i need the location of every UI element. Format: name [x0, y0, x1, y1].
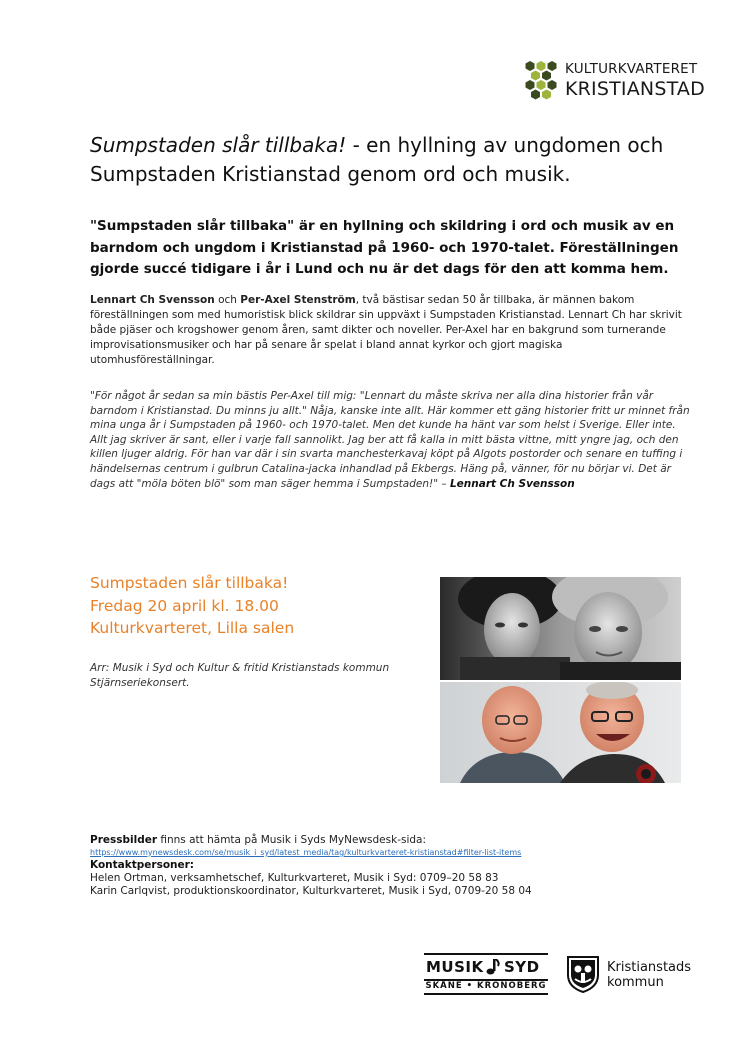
arrangers-note	[90, 661, 430, 690]
contact-2: Karin Carlqvist, produktionskoordinator, Kulturkvarteret, Musik i Syd, 0709-20 58 04	[90, 885, 532, 897]
body-rest: , två bästisar sedan 50 år tillbaka, är männen bakom föreställningen som med humoristisk blick skildrar sin uppväxt i Sumpstaden Kristianstad. Lennart Ch har skrivit både pjäser och krogshower genom åren, samt dikter och noveller. Per-Axel har en bakgrund som turnerande improvisationsmusiker och har på senare år spelat i bland annat kyrkor och gjort magiska utomhusföreställningar.	[90, 294, 682, 366]
press-text: finns att hämta på Musik i Syds MyNewsdesk-sida:	[157, 834, 427, 846]
arrangers-line1: Arr: Musik i Syd och Kultur & fritid Kristianstads kommun	[90, 662, 390, 674]
press-line	[90, 834, 710, 847]
title-italic: Sumpstaden slår tillbaka!	[90, 133, 347, 157]
logo-text-line2: KRISTIANSTAD	[565, 78, 705, 100]
arrangers-line2: Stjärnseriekonsert.	[90, 676, 190, 689]
contact-1: Helen Ortman, verksamhetschef, Kulturkvarteret, Musik i Syd: 0709–20 58 83	[90, 872, 499, 884]
kommun-text-line1: Kristianstads	[607, 960, 692, 975]
musik-i-syd-subtitle: SKÅNE • KRONOBERG	[424, 981, 548, 995]
syd-word: SYD	[504, 958, 540, 976]
logo-text-line1: KULTURKVARTERET	[565, 61, 698, 77]
press-label: Pressbilder	[90, 834, 158, 846]
hexagon-cluster-icon	[524, 60, 560, 100]
musik-i-syd-logo	[424, 953, 548, 997]
press-section	[90, 834, 710, 898]
kristianstads-kommun-logo	[566, 955, 706, 995]
quote-author: Lennart Ch Svensson	[449, 477, 575, 490]
photo-young-portrait	[440, 577, 681, 680]
musik-word: MUSIK	[426, 958, 484, 976]
musik-i-syd-wordmark	[424, 953, 548, 981]
event-title: Sumpstaden slår tillbaka!	[90, 574, 289, 592]
lead-paragraph: "Sumpstaden slår tillbaka" är en hyllning och skildring i ord och musik av en barndom och ungdom i Kristianstad på 1960- och 1970-talet. Föreställningen gjorde succé tidigare i år i Lund och nu är det dags för den att komma hem.	[90, 218, 679, 277]
person-name-2: Per-Axel Stenström	[240, 294, 356, 306]
body-paragraph	[90, 293, 690, 368]
event-date: Fredag 20 april kl. 18.00	[90, 596, 279, 615]
press-link[interactable]: https://www.mynewsdesk.com/se/musik_i_syd/latest_media/tag/kulturkvarteret-kristianstad#filter-list-items	[90, 848, 522, 857]
quote-paragraph	[90, 389, 690, 491]
coat-of-arms-icon	[566, 955, 600, 993]
quote-text: "För något år sedan sa min bästis Per-Axel till mig: "Lennart du måste skriva ner alla dina historier från vår barndom i Kristianstad. Du minns ju allt." Nåja, kanske inte allt. Här kommer ett gäng historier fritt ur minnet från mina unga år i Sumpstaden på 1960- och 1970-talet. Men det kunde ha hänt var som helst i Sverige. Eller inte. Allt jag skriver är sant, eller i varje fall sannolikt. Jag ber att få kalla in mitt bästa vittne, mitt yngre jag, och den killen ljuger aldrig. För han var där i sin svarta manchesterkavaj köpt på Algots postorder och senare en tuffing i händelsernas centrum i gulbrun Catalina-jacka inhandlad på Ekbergs. Häng på, vänner, för nu börjar vi. Det är dags att "möla böten blö" som man säger hemma i Sumpstaden!" –	[90, 390, 690, 490]
page-title	[90, 131, 690, 189]
kommun-text-line2: kommun	[607, 975, 664, 990]
kulturkvarteret-logo	[524, 60, 724, 104]
photo-present-portrait	[440, 682, 681, 783]
music-note-icon	[486, 959, 500, 975]
event-info	[90, 572, 294, 640]
contacts-label: Kontaktpersoner:	[90, 859, 195, 871]
title-rest: - en hyllning av ungdomen och Sumpstaden Kristianstad genom ord och musik.	[90, 133, 664, 186]
event-venue: Kulturkvarteret, Lilla salen	[90, 619, 295, 637]
person-name-1: Lennart Ch Svensson	[90, 294, 215, 306]
conjunction: och	[214, 294, 241, 306]
